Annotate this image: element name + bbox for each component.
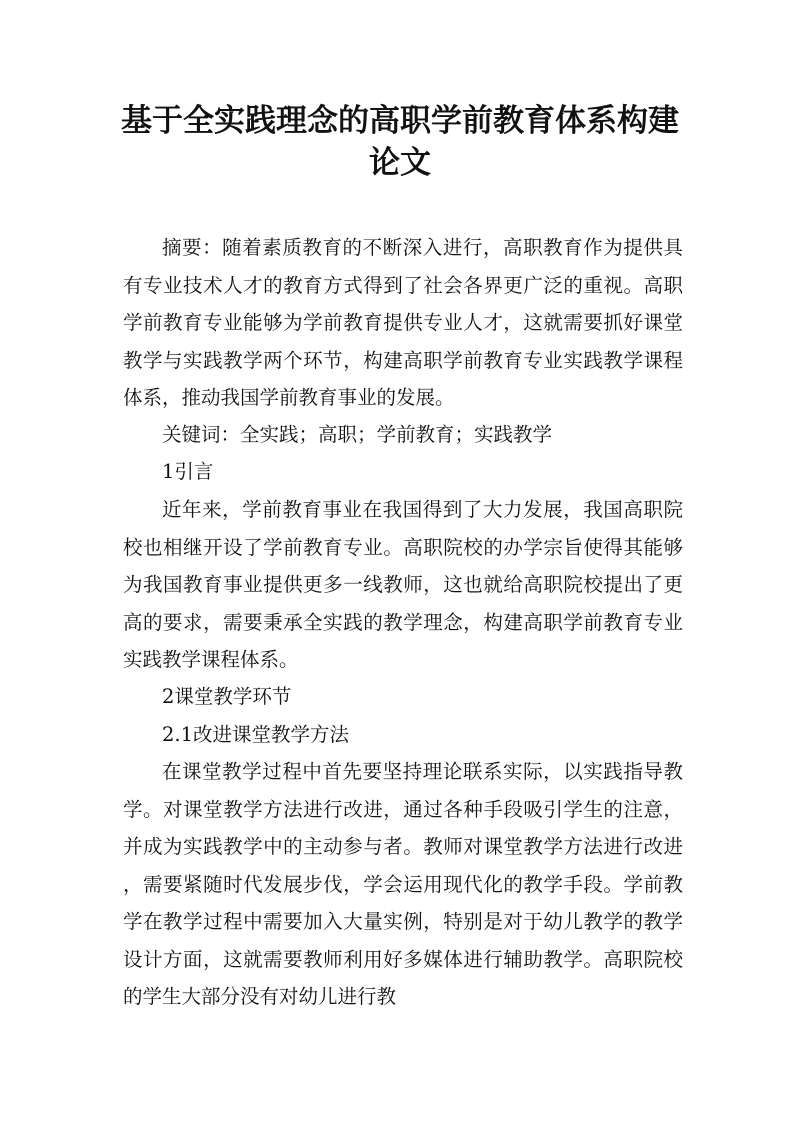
section-heading-2-1: 2.1改进课堂教学方法 [162,723,350,746]
section-paragraph-2-1: 在课堂教学过程中首先要坚持理论联系实际，以实践指导教学。对课堂教学方法进行改进，通过各种手段吸引学生的注意，并成为实践教学中的主动参与者。教师对课堂教学方法进行改进，需要紧随时代发展步伐，学会运用现代化的教学手段。学前教学在教学过程中需要加入大量实例，特别是对于幼儿教学的教学设计方面，这就需要教师利用好多媒体进行辅助教学。高职院校的学生大部分没有对幼儿进行教 [123,760,683,1008]
document-title-line-1: 基于全实践理念的高职学前教育体系构建 [121,103,679,139]
abstract-paragraph: 摘要：随着素质教育的不断深入进行，高职教育作为提供具有专业技术人才的教育方式得到了社会各界更广泛的重视。高职学前教育专业能够为学前教育提供专业人才，这就需要抓好课堂教学与实践教学两个环节，构建高职学前教育专业实践教学课程体系，推动我国学前教育事业的发展。 [123,236,683,409]
document-title-line-2: 论文 [369,145,431,181]
section-paragraph-1: 近年来，学前教育事业在我国得到了大力发展，我国高职院校也相继开设了学前教育专业。高职院校的办学宗旨使得其能够为我国教育事业提供更多一线教师，这也就给高职院校提出了更高的要求，需要秉承全实践的教学理念，构建高职学前教育专业实践教学课程体系。 [123,498,683,671]
document-body [123,229,683,1009]
section-heading-1: 1引言 [162,460,214,483]
keywords-line: 关键词：全实践；高职；学前教育；实践教学 [162,423,553,446]
section-heading-2: 2课堂教学环节 [162,685,292,708]
